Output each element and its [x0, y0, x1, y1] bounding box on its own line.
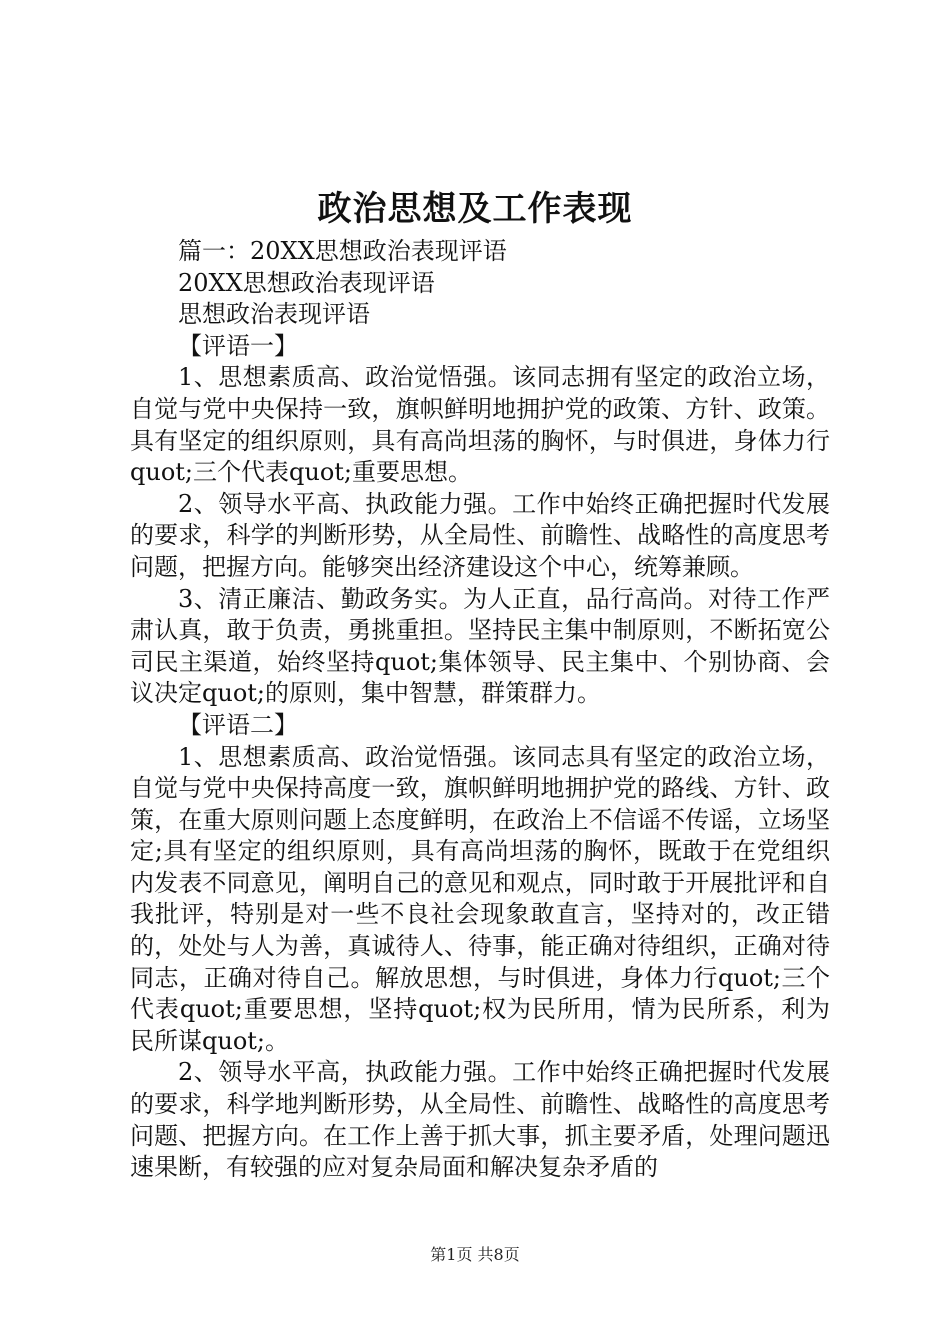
document-title: 政治思想及工作表现: [317, 189, 633, 229]
paragraph: 2、领导水平高、执政能力强。工作中始终正确把握时代发展的要求，科学的判断形势，从全局性、前瞻性、战略性的高度思考问题，把握方向。能够突出经济建设这个中心，统筹兼顾。: [130, 489, 830, 581]
section-heading-2: 【评语二】: [178, 710, 298, 739]
subtitle-line-2: 20XX思想政治表现评语: [178, 268, 435, 297]
subtitle-line-1: 篇一：20XX思想政治表现评语: [178, 237, 507, 265]
paragraph: 2、领导水平高，执政能力强。工作中始终正确把握时代发展的要求，科学地判断形势，从全局性、前瞻性、战略性的高度思考问题、把握方向。在工作上善于抓大事，抓主要矛盾，处理问题迅速果断，有较强的应对复杂局面和解决复杂矛盾的: [130, 1058, 830, 1182]
paragraph: 3、清正廉洁、勤政务实。为人正直，品行高尚。对待工作严肃认真，敢于负责，勇挑重担。坚持民主集中制原则，不断拓宽公司民主渠道，始终坚持quot;集体领导、民主集中、个别协商、会议决定quot;的原则，集中智慧，群策群力。: [130, 584, 830, 708]
paragraph: 1、思想素质高、政治觉悟强。该同志拥有坚定的政治立场，自觉与党中央保持一致，旗帜鲜明地拥护党的政策、方针、政策。具有坚定的组织原则，具有高尚坦荡的胸怀，与时俱进，身体力行quot;三个代表quot;重要思想。: [130, 363, 830, 487]
page-number-footer: 第1页 共8页: [430, 1245, 520, 1264]
section-heading-1: 【评语一】: [178, 331, 298, 360]
document-body: [130, 236, 830, 1184]
subtitle-line-3: 思想政治表现评语: [178, 300, 370, 329]
paragraph: 1、思想素质高、政治觉悟强。该同志具有坚定的政治立场，自觉与党中央保持高度一致，旗帜鲜明地拥护党的路线、方针、政策，在重大原则问题上态度鲜明，在政治上不信谣不传谣，立场坚定;具有坚定的组织原则，具有高尚坦荡的胸怀，既敢于在党组织内发表不同意见，阐明自己的意见和观点，同时敢于开展批评和自我批评，特别是对一些不良社会现象敢直言，坚持对的，改正错的，处处与人为善，真诚待人、待事，能正确对待组织，正确对待同志，正确对待自己。解放思想，与时俱进，身体力行quot;三个代表quot;重要思想，坚持quot;权为民所用，情为民所系，利为民所谋quot;。: [130, 742, 830, 1055]
